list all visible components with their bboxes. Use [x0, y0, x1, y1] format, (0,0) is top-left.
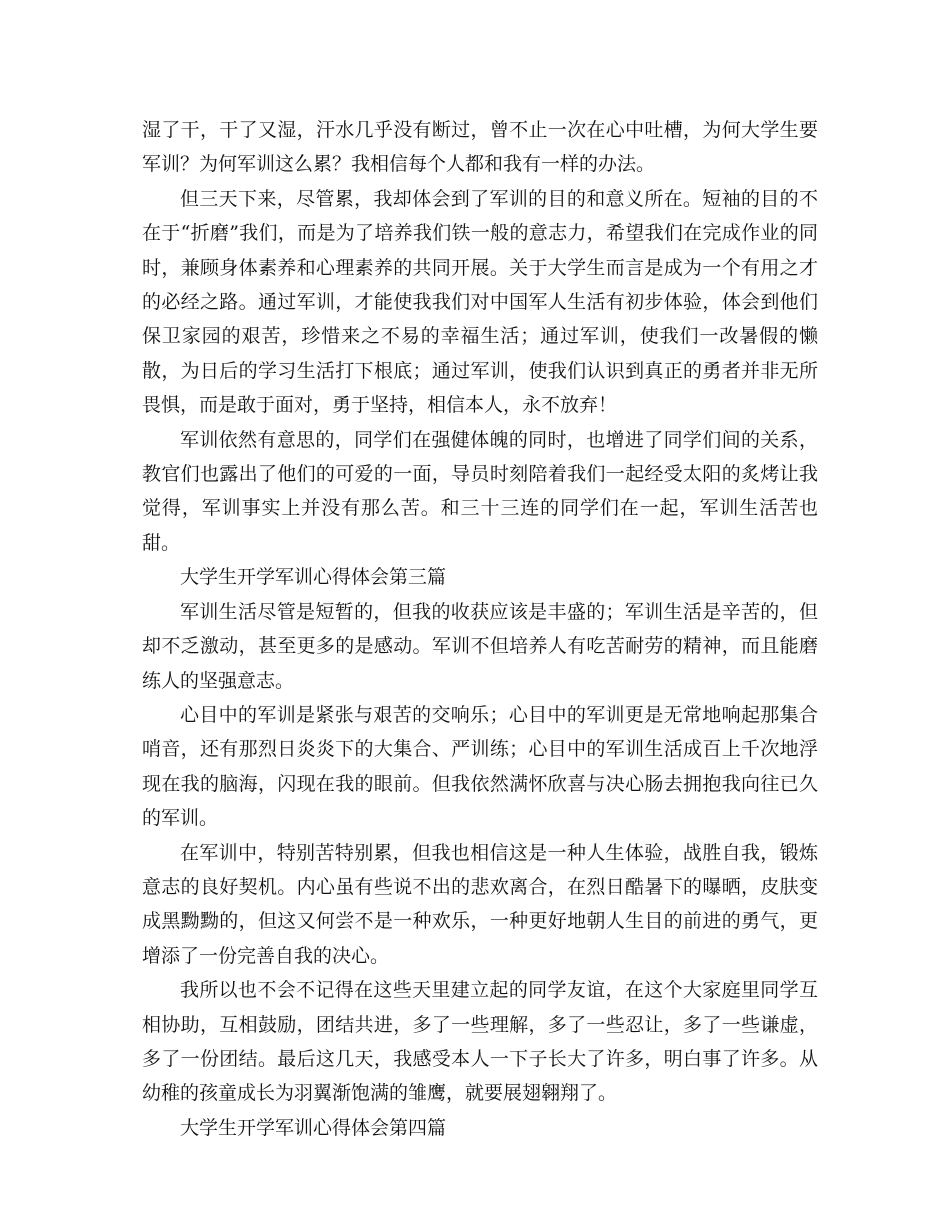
- paragraph-6: 在军训中，特别苦特别累，但我也相信这是一种人生体验，战胜自我，锻炼意志的良好契机。内心虽有些说不出的悲欢离合，在烈日酷暑下的曝晒，皮肤变成黑黝黝的，但这又何尝不是一种欢乐，一种更好地朝人生目的前进的勇气，更增添了一份完善自我的决心。: [142, 841, 818, 967]
- paragraph-3: 军训依然有意思的，同学们在强健体魄的同时，也增进了同学们间的关系，教官们也露出了他们的可爱的一面，导员时刻陪着我们一起经受太阳的炙烤让我觉得，军训事实上并没有那么苦。和三十三连的同学们在一起，军训生活苦也甜。: [142, 428, 818, 554]
- section-heading-fourth: 大学生开学军训心得体会第四篇: [180, 1116, 447, 1139]
- section-heading-third: 大学生开学军训心得体会第三篇: [180, 566, 447, 589]
- document-body: [142, 113, 818, 1145]
- paragraph-7: 我所以也不会不记得在这些天里建立起的同学友谊，在这个大家庭里同学互相协助，互相鼓励，团结共进，多了一些理解，多了一些忍让，多了一些谦虚，多了一份团结。最后这几天，我感受本人一下子长大了许多，明白事了许多。从幼稚的孩童成长为羽翼渐饱满的雏鹰，就要展翅翱翔了。: [142, 979, 818, 1105]
- paragraph-4: 军训生活尽管是短暂的，但我的收获应该是丰盛的；军训生活是辛苦的，但却不乏激动，甚至更多的是感动。军训不但培养人有吃苦耐劳的精神，而且能磨练人的坚强意志。: [142, 600, 818, 692]
- paragraph-5: 心目中的军训是紧张与艰苦的交响乐；心目中的军训更是无常地响起那集合哨音，还有那烈日炎炎下的大集合、严训练；心目中的军训生活成百上千次地浮现在我的脑海，闪现在我的眼前。但我依然满怀欣喜与决心肠去拥抱我向往已久的军训。: [142, 703, 818, 830]
- paragraph-2: 但三天下来，尽管累，我却体会到了军训的目的和意义所在。短袖的目的不在于“折磨”我们，而是为了培养我们铁一般的意志力，希望我们在完成作业的同时，兼顾身体素养和心理素养的共同开展。关于大学生而言是成为一个有用之才的必经之路。通过军训，才能使我我们对中国军人生活有初步体验，体会到他们保卫家园的艰苦，珍惜来之不易的幸福生活；通过军训，使我们一改暑假的懒散，为日后的学习生活打下根底；通过军训，使我们认识到真正的勇者并非无所畏惧，而是敢于面对，勇于坚持，相信本人，永不放弃！: [142, 187, 818, 417]
- paragraph-1: 湿了干，干了又湿，汗水几乎没有断过，曾不止一次在心中吐槽，为何大学生要军训？为何军训这么累？我相信每个人都和我有一样的办法。: [142, 119, 818, 176]
